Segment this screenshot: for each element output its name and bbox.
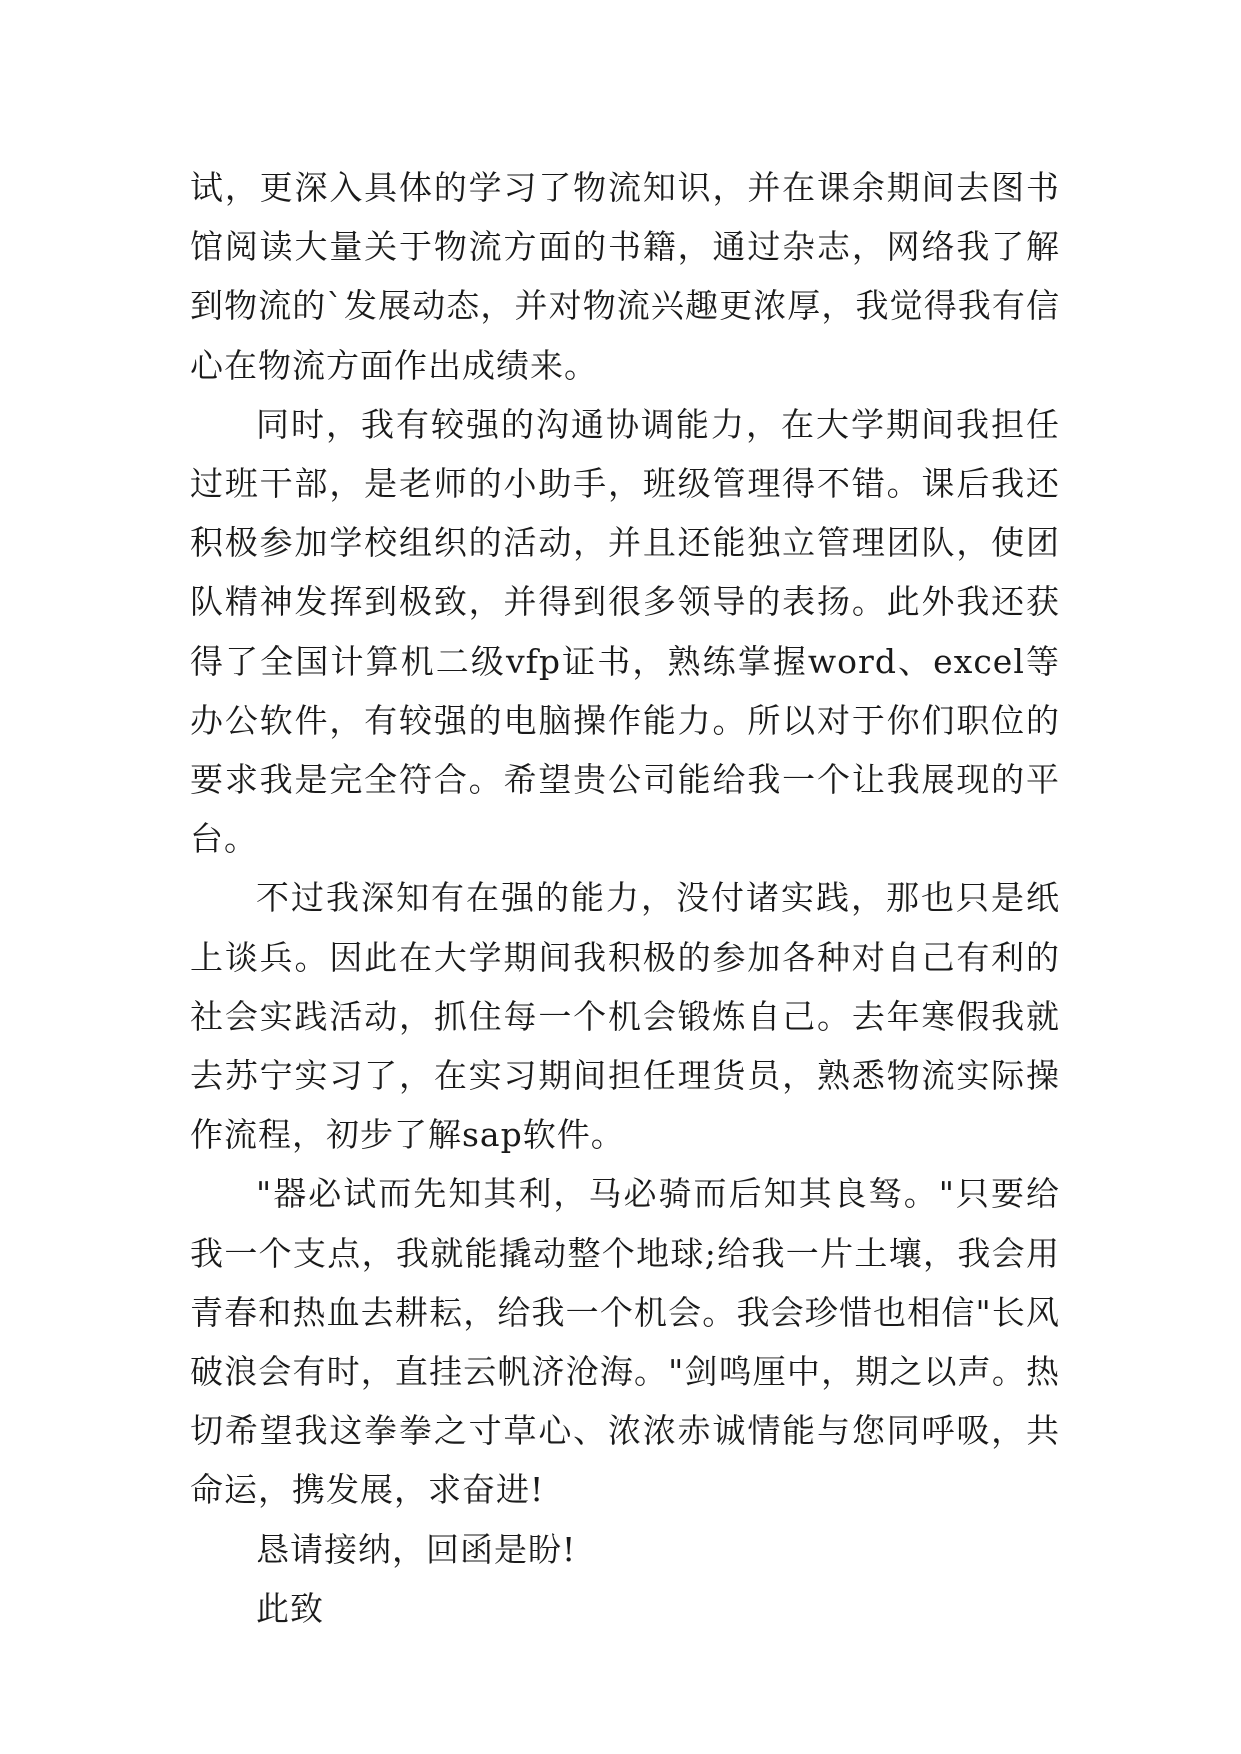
document-body <box>190 158 1060 1638</box>
paragraph-4: "器必试而先知其利，马必骑而后知其良驽。"只要给我一个支点，我就能撬动整个地球;给我一片土壤，我会用青春和热血去耕耘，给我一个机会。我会珍惜也相信"长风破浪会有时，直挂云帆济沧海。"剑鸣厘中，期之以声。热切希望我这拳拳之寸草心、浓浓赤诚情能与您同呼吸，共命运，携发展，求奋进! <box>190 1174 1060 1510</box>
paragraph-2: 同时，我有较强的沟通协调能力，在大学期间我担任过班干部，是老师的小助手，班级管理得不错。课后我还积极参加学校组织的活动，并且还能独立管理团队，使团队精神发挥到极致，并得到很多领导的表扬。此外我还获得了全国计算机二级vfp证书，熟练掌握word、excel等办公软件，有较强的电脑操作能力。所以对于你们职位的要求我是完全符合。希望贵公司能给我一个让我展现的平台。 <box>190 404 1060 859</box>
closing-request: 恳请接纳，回函是盼! <box>256 1529 577 1569</box>
paragraph-1: 试，更深入具体的学习了物流知识，并在课余期间去图书馆阅读大量关于物流方面的书籍，通过杂志，网络我了解到物流的`发展动态，并对物流兴趣更浓厚，我觉得我有信心在物流方面作出成绩来。 <box>190 168 1060 385</box>
closing-salutation: 此致 <box>256 1588 324 1628</box>
paragraph-3: 不过我深知有在强的能力，没付诸实践，那也只是纸上谈兵。因此在大学期间我积极的参加各种对自己有利的社会实践活动，抓住每一个机会锻炼自己。去年寒假我就去苏宁实习了，在实习期间担任理货员，熟悉物流实际操作流程，初步了解sap软件。 <box>190 878 1060 1155</box>
